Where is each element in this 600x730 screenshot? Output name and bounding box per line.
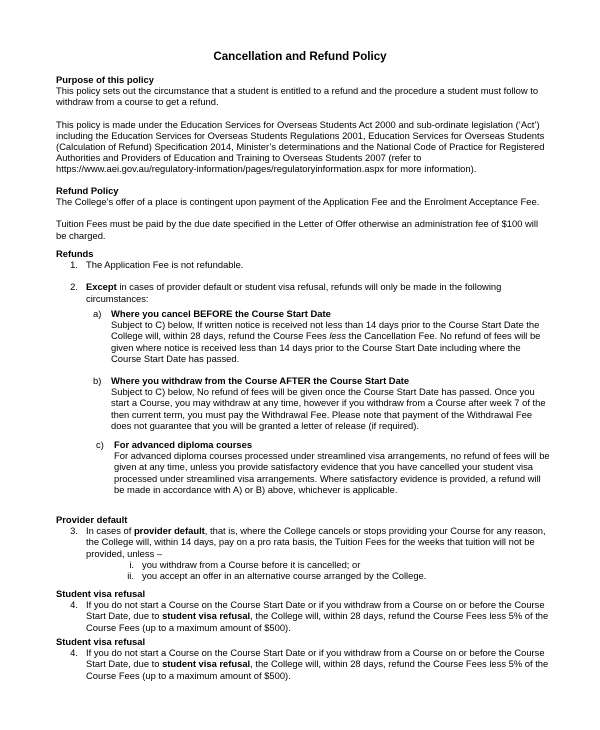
refunds-case-a <box>93 308 553 364</box>
visa-refusal-1-part-2: , the College will, within 28 days, refund the Course Fees less 5% of the Course Fees (up to a maximum amount of $500). <box>86 610 549 633</box>
refund-policy-paragraph-1: The College’s offer of a place is contingent upon payment of the Application Fee and the Enrolment Acceptance Fee. <box>56 196 540 208</box>
purpose-paragraph-1: This policy sets out the circumstance that a student is entitled to a refund and the procedure a student must follow to withdraw from a course to get a refund. <box>56 85 539 108</box>
visa-refusal-2-part-1: If you do not start a Course on the Course Start Date or if you withdraw from a Course on or before the Course Start Date, due to <box>86 647 545 670</box>
refunds-item-2-number: 2. <box>70 281 78 293</box>
case-b-label: b) <box>93 375 102 386</box>
refund-policy-heading: Refund Policy <box>56 185 119 196</box>
visa-refusal-section-1 <box>56 588 552 633</box>
visa-refusal-1-bold: student visa refusal <box>162 610 251 622</box>
sub-i-text: you withdraw from a Course before it is cancelled; or <box>142 558 361 570</box>
purpose-paragraph-2: This policy is made under the Education Services for Overseas Students Act 2000 and sub-ordinate legislation (‘Act’) including the Education Services for Overseas Students Regulations 2001, Education Services for Overseas Students (Calculation of Refund) Specification 2014, Minister’s determinations and the National Code of Practice for Registered Authorities and Providers of Education and Training to Overseas Students 2007 (refer to https://www.aei.gov.au/regulatory-information/pages/regulatoryinformation.aspx for more information). <box>56 118 545 175</box>
provider-default-sub-ii <box>114 570 552 581</box>
provider-default-item <box>56 525 552 559</box>
visa-refusal-2-part-2: , the College will, within 28 days, refund the Course Fees less 5% of the Course Fees (up to a maximum amount of $500). <box>86 658 549 681</box>
sub-ii-label: ii. <box>127 570 134 582</box>
provider-default-number: 3. <box>70 525 78 537</box>
provider-default-heading: Provider default <box>56 514 128 525</box>
visa-refusal-section-2 <box>56 636 552 681</box>
case-c-label: c) <box>96 439 104 450</box>
visa-refusal-2-bold: student visa refusal <box>162 658 251 670</box>
purpose-heading: Purpose of this policy <box>56 74 154 85</box>
visa-refusal-text-1 <box>86 599 552 633</box>
refunds-item-2-body: in cases of provider default or student visa refusal, refunds will only be made in the following circumstances: <box>86 281 502 304</box>
visa-refusal-number-1: 4. <box>70 599 78 611</box>
case-b-text: Subject to C) below, No refund of fees will be given once the Course Start Date has passed. Once you start a Course, you may withdraw at any time, however if you withdraw from a Course after week 7 of the then current term, you must pay the Withdrawal Fee. Please note that payment of the Withdrawal Fee does not guarantee that you will be granted a letter of release (if required). <box>111 386 546 431</box>
provider-default-text-part-1: In cases of <box>86 525 134 537</box>
refunds-item-2 <box>56 281 546 303</box>
case-a-text-part-2: the Cancellation Fee. No refund of fees will be given where notice is received less than 14 days prior to the Course Start Date including where the Course Start Date has passed. <box>111 330 541 364</box>
provider-default-text-part-2: , that is, where the College cancels or stops providing your Course for any reason, the College will, within 14 days, pay on a pro rata basis, the Tuition Fees for the weeks that tuition will not be provided, unless – <box>86 525 546 559</box>
refunds-heading: Refunds <box>56 248 94 259</box>
visa-refusal-heading-2: Student visa refusal <box>56 636 146 647</box>
case-a-label: a) <box>93 308 102 319</box>
refund-policy-section <box>56 185 546 241</box>
provider-default-bold: provider default <box>133 525 205 537</box>
case-a-text-italic: less <box>329 330 347 342</box>
refunds-item-1-number: 1. <box>70 259 78 271</box>
case-a-text-part-1: Subject to C) below, If written notice is received not less than 14 days prior to the Course Start Date the College will, within 28 days, refund the Course Fees <box>111 319 540 342</box>
purpose-section <box>56 74 546 175</box>
provider-default-text <box>86 525 552 559</box>
case-a-heading: Where you cancel BEFORE the Course Start Date <box>111 308 331 319</box>
visa-refusal-text-2 <box>86 647 552 681</box>
refunds-item-1 <box>56 259 546 270</box>
case-a-text <box>111 319 553 364</box>
refunds-item-2-bold: Except <box>86 281 117 293</box>
provider-default-sub-i <box>114 559 552 570</box>
document-title: Cancellation and Refund Policy <box>213 50 387 63</box>
refunds-case-b <box>93 375 553 431</box>
case-c-heading: For advanced diploma courses <box>114 439 253 450</box>
refunds-case-c <box>96 439 550 495</box>
refunds-item-2-text <box>86 281 546 303</box>
sub-ii-text: you accept an offer in an alternative course arranged by the College. <box>142 570 427 582</box>
refunds-section <box>56 248 546 304</box>
refunds-item-1-text: The Application Fee is not refundable. <box>86 259 244 271</box>
sub-i-label: i. <box>129 558 134 570</box>
visa-refusal-number-2: 4. <box>70 647 78 659</box>
visa-refusal-item-2 <box>56 647 552 681</box>
case-c-text: For advanced diploma courses processed under streamlined visa arrangements, no refund of fees will be given at any time, unless you provide satisfactory evidence that you have cancelled your student visa processed under streamlined visa arrangements. Where satisfactory evidence is provided, a refund will be made in accordance with A) or B) above, whichever is applicable. <box>114 450 550 495</box>
visa-refusal-item-1 <box>56 599 552 633</box>
visa-refusal-1-part-1: If you do not start a Course on the Course Start Date or if you withdraw from a Course on or before the Course Start Date, due to <box>86 599 545 622</box>
refund-policy-paragraph-2: Tuition Fees must be paid by the due date specified in the Letter of Offer otherwise an administration fee of $100 will be charged. <box>56 218 539 241</box>
visa-refusal-heading-1: Student visa refusal <box>56 588 146 599</box>
provider-default-section <box>56 514 552 581</box>
case-b-heading: Where you withdraw from the Course AFTER the Course Start Date <box>111 375 410 386</box>
